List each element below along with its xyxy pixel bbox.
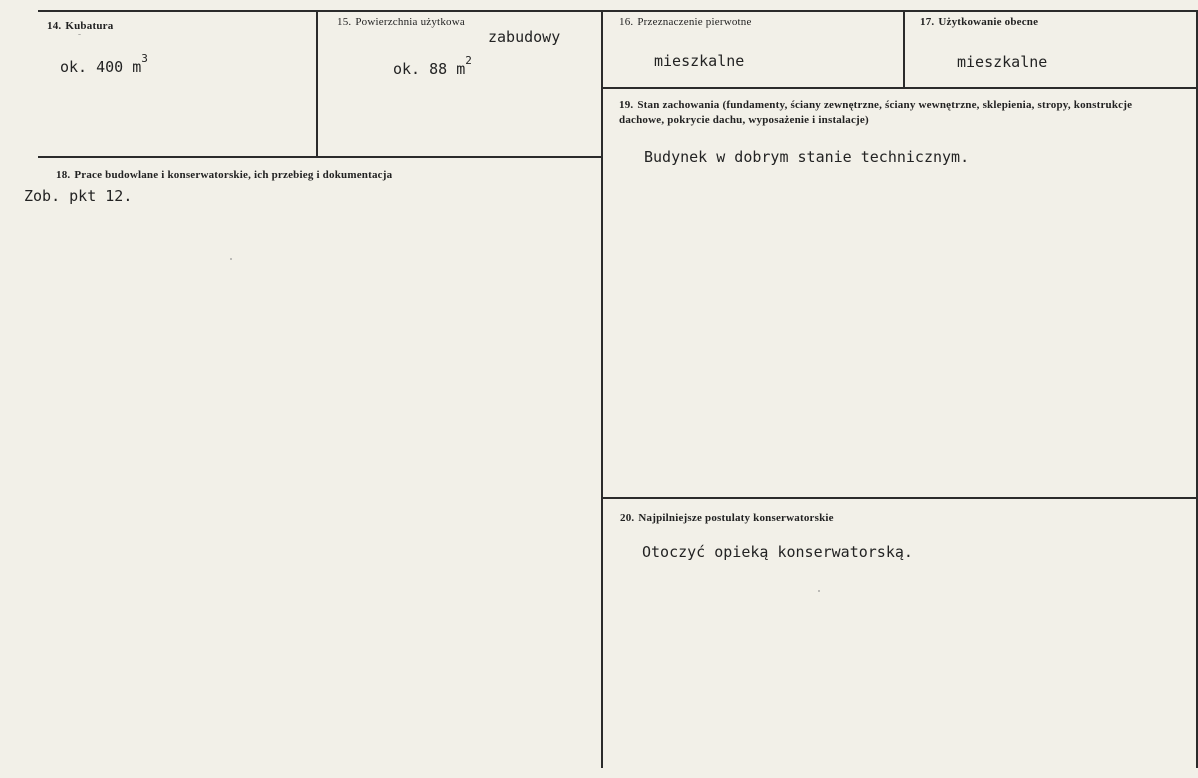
paper-speck xyxy=(818,590,820,592)
field-19-title: Stan zachowania xyxy=(637,99,720,111)
paper-speck xyxy=(230,258,232,260)
field-17-value: mieszkalne xyxy=(957,53,1048,71)
paper-speck xyxy=(78,34,81,35)
field-20-label: 20. Najpilniejsze postulaty konserwatorskie xyxy=(620,512,834,524)
field-16-label: 16. Przeznaczenie pierwotne xyxy=(619,16,752,28)
field-14-value: ok. 400 $m^3$ xyxy=(60,52,148,76)
field-15-value: ok. 88 $m^2$ xyxy=(393,54,472,78)
rule-top xyxy=(38,10,1198,12)
rule-col-16-17 xyxy=(903,10,905,88)
field-18-value: Zob. pkt 12. xyxy=(24,187,133,205)
field-17-label: 17. Użytkowanie obecne xyxy=(920,16,1039,28)
rule-row1-bottom-right xyxy=(603,87,1198,89)
field-20-value: Otoczyć opieką konserwatorską. xyxy=(642,543,913,561)
rule-field20-top xyxy=(602,497,1198,499)
field-15-note: zabudowy xyxy=(488,28,561,46)
field-19-label: 19. Stan zachowania (fundamenty, ściany zewnętrzne, ściany wewnętrzne, sklepienia, stropy, konstrukcje dachowe, pokrycie dachu, wyposażenie i instalacje) xyxy=(619,99,1133,126)
field-14-label: 14. Kubatura xyxy=(47,20,114,32)
field-15-label: 15. Powierzchnia użytkowa xyxy=(337,16,465,28)
field-19-value: Budynek w dobrym stanie technicznym. xyxy=(644,148,970,166)
field-19-subtitle: (fundamenty, ściany zewnętrzne, ściany wewnętrzne, sklepienia, stropy, konstrukcje dachowe, pokrycie dachu, wyposażenie i instalacje) xyxy=(619,99,1133,126)
rule-col-center xyxy=(601,10,603,768)
rule-row1-bottom-left xyxy=(38,156,603,158)
rule-col-14-15 xyxy=(316,10,318,157)
field-16-value: mieszkalne xyxy=(654,52,745,70)
field-18-label: 18. Prace budowlane i konserwatorskie, ich przebieg i dokumentacja xyxy=(56,169,393,181)
